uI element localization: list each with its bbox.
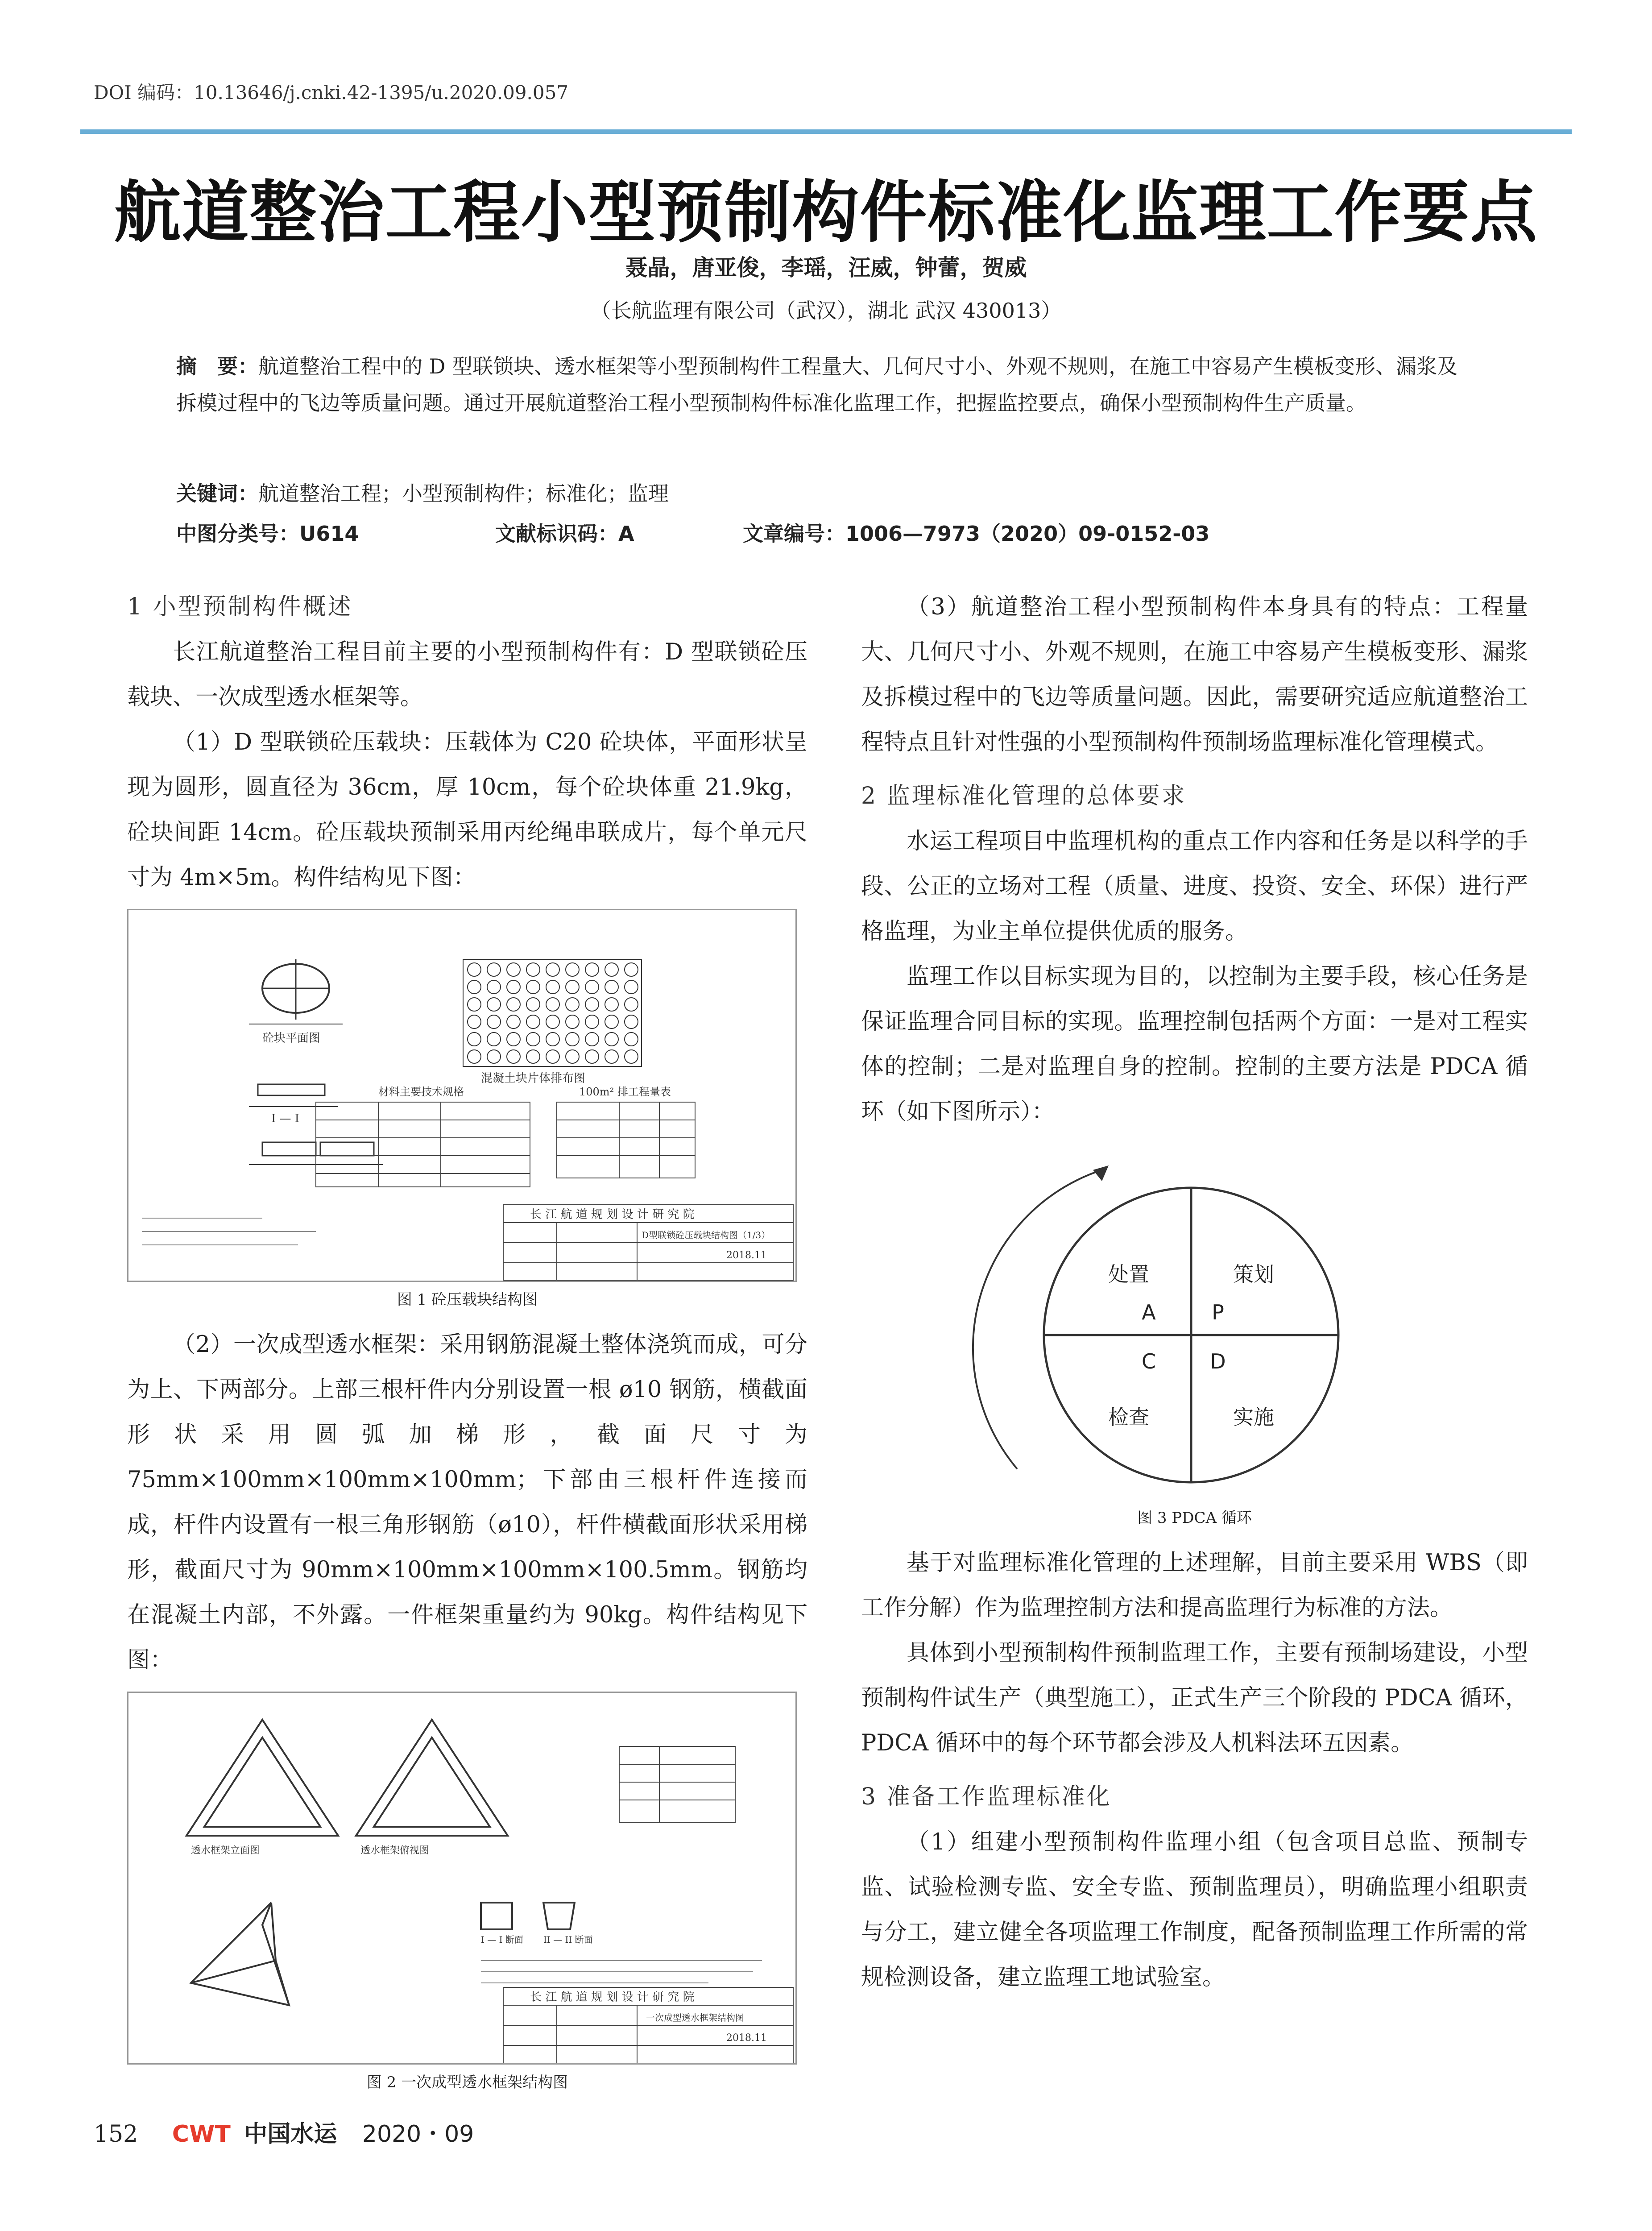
fig1-block bbox=[566, 1015, 579, 1028]
fig1-block bbox=[546, 1050, 559, 1063]
issue-number: 2020・09 bbox=[362, 2121, 474, 2148]
article-number: 文章编号：1006—7973（2020）09-0152-03 bbox=[743, 522, 1210, 546]
fig1-block bbox=[487, 1015, 501, 1028]
figure-1 bbox=[127, 909, 797, 1282]
fig2-section1-label: I — I 断面 bbox=[481, 1934, 523, 1945]
pdca-quadrant-act: 处置 bbox=[1108, 1262, 1149, 1286]
fig1-table2-title: 100m² 排工程量表 bbox=[579, 1086, 671, 1098]
doi-line: DOI 编码：10.13646/j.cnki.42-1395/u.2020.09.057 bbox=[94, 82, 569, 104]
fig1-block bbox=[468, 998, 481, 1011]
fig1-block bbox=[566, 963, 579, 976]
fig1-block bbox=[507, 1033, 520, 1046]
fig1-block bbox=[625, 1050, 638, 1063]
figure-1-drawing bbox=[128, 910, 795, 1281]
journal-name: 中国水运 bbox=[244, 2120, 337, 2148]
pdca-quadrant-do: 实施 bbox=[1233, 1405, 1274, 1429]
figure-1-caption: 图 1 砼压载块结构图 bbox=[397, 1291, 538, 1309]
keywords-label: 关键词： bbox=[176, 481, 258, 506]
paragraph: 长江航道整治工程目前主要的小型预制构件有：D 型联锁砼压载块、一次成型透水框架等。 bbox=[127, 639, 807, 710]
paragraph: （3）航道整治工程小型预制构件本身具有的特点：工程量大、几何尺寸小、外观不规则，在施工中容易产生模板变形、漏浆及拆模过程中的飞边等质量问题。因此，需要研究适应航道整治工程特点且针对性强的小型预制构件预制场监理标准化管理模式。 bbox=[861, 594, 1528, 755]
abstract-label: 摘 要： bbox=[176, 354, 258, 378]
pdca-letter-d: D bbox=[1210, 1349, 1226, 1373]
fig1-block bbox=[566, 980, 579, 994]
pdca-letter-p: P bbox=[1212, 1300, 1224, 1324]
fig1-block bbox=[625, 980, 638, 994]
journal-logo-cwt: CWT bbox=[172, 2121, 231, 2148]
figure-3-pdca bbox=[861, 1148, 1528, 1505]
affiliation: （长航监理有限公司（武汉），湖北 武汉 430013） bbox=[590, 299, 1062, 323]
section-heading-2: 2 监理标准化管理的总体要求 bbox=[861, 783, 1187, 809]
clc-code: 中图分类号：U614 bbox=[176, 522, 359, 546]
fig1-block bbox=[546, 998, 559, 1011]
fig1-block bbox=[605, 1050, 618, 1063]
fig1-block bbox=[468, 1050, 481, 1063]
fig2-view1-label: 透水框架立面图 bbox=[191, 1845, 260, 1856]
fig1-block bbox=[625, 963, 638, 976]
fig1-block bbox=[487, 1050, 501, 1063]
fig1-block bbox=[487, 963, 501, 976]
paragraph: 监理工作以目标实现为目的，以控制为主要手段，核心任务是保证监理合同目标的实现。监理控制包括两个方面：一是对工程实体的控制；二是对监理自身的控制。控制的主要方法是 PDCA 循环（如下图所示）： bbox=[861, 963, 1528, 1125]
author-list: 聂晶，唐亚俊，李瑶，汪威，钟蕾，贺威 bbox=[625, 255, 1027, 281]
figure-3-caption: 图 3 PDCA 循环 bbox=[1137, 1509, 1252, 1527]
fig1-block bbox=[605, 980, 618, 994]
fig1-block bbox=[468, 1033, 481, 1046]
paper-title: 航道整治工程小型预制构件标准化监理工作要点 bbox=[114, 173, 1538, 252]
fig1-section-label: I — I bbox=[271, 1112, 300, 1125]
fig1-drawing-title: D型联锁砼压载块结构图（1/3） bbox=[642, 1230, 770, 1240]
section-heading-3: 3 准备工作监理标准化 bbox=[861, 1783, 1112, 1810]
fig1-block bbox=[605, 998, 618, 1011]
page-number: 152 bbox=[94, 2121, 138, 2148]
fig1-block bbox=[526, 980, 540, 994]
fig1-block bbox=[585, 1033, 599, 1046]
fig1-block bbox=[566, 1033, 579, 1046]
fig1-block bbox=[507, 1015, 520, 1028]
fig1-block bbox=[605, 1015, 618, 1028]
figure-2 bbox=[127, 1692, 797, 2065]
fig1-block bbox=[546, 980, 559, 994]
fig1-block bbox=[585, 998, 599, 1011]
fig1-block bbox=[566, 998, 579, 1011]
fig1-block bbox=[507, 980, 520, 994]
fig2-section2-label: II — II 断面 bbox=[543, 1934, 593, 1945]
fig1-block bbox=[585, 963, 599, 976]
fig2-institute: 长 江 航 道 规 划 设 计 研 究 院 bbox=[530, 1990, 695, 2004]
fig1-block bbox=[566, 1050, 579, 1063]
doc-code: 文献标识码：A bbox=[495, 522, 634, 546]
fig1-block bbox=[507, 963, 520, 976]
fig1-block bbox=[585, 1015, 599, 1028]
paragraph: （2）一次成型透水框架：采用钢筋混凝土整体浇筑而成，可分为上、下两部分。上部三根杆件内分别设置一根 ø10 钢筋，横截面形状采用圆弧加梯形，截面尺寸为 75mm×100mm×100mm×100mm；下部由三根杆件连接而成，杆件内设置有一根三角形钢筋（ø10），杆件横截面形状采用梯形，截面尺寸为 90mm×100mm×100mm×100.5mm。钢筋均在混凝土内部，不外露。一件框架重量约为 90kg。构件结构见下图： bbox=[127, 1331, 807, 1673]
fig1-block bbox=[468, 980, 481, 994]
pdca-letter-a: A bbox=[1142, 1300, 1156, 1324]
fig2-drawing-title: 一次成型透水框架结构图 bbox=[646, 2012, 744, 2023]
fig1-block bbox=[585, 980, 599, 994]
figure-2-caption: 图 2 一次成型透水框架结构图 bbox=[366, 2073, 568, 2091]
fig1-block bbox=[487, 980, 501, 994]
fig2-date: 2018.11 bbox=[726, 2032, 767, 2044]
abstract bbox=[176, 348, 1476, 421]
fig1-block bbox=[546, 1015, 559, 1028]
keywords bbox=[176, 477, 1476, 507]
figure-2-drawing bbox=[128, 1693, 795, 2063]
fig1-block bbox=[526, 1015, 540, 1028]
page-footer bbox=[94, 2115, 474, 2148]
fig1-block bbox=[507, 998, 520, 1011]
keywords-text: 航道整治工程；小型预制构件；标准化；监理 bbox=[258, 481, 669, 506]
pdca-quadrant-check: 检查 bbox=[1108, 1405, 1149, 1429]
paragraph: 基于对监理标准化管理的上述理解，目前主要采用 WBS（即工作分解）作为监理控制方法和提高监理行为标准的方法。 bbox=[861, 1550, 1528, 1621]
pdca-letter-c: C bbox=[1141, 1349, 1156, 1373]
paragraph: （1）D 型联锁砼压载块：压载体为 C20 砼块体，平面形状呈现为圆形，圆直径为 36cm，厚 10cm，每个砼块体重 21.9kg，砼块间距 14cm。砼压载块预制采用丙纶绳串联成片，每个单元尺寸为 4m×5m。构件结构见下图： bbox=[127, 729, 807, 891]
fig1-layout-label: 混凝土块片体排布图 bbox=[481, 1072, 586, 1085]
classification-line bbox=[176, 518, 1476, 547]
fig1-block bbox=[526, 1033, 540, 1046]
fig1-block bbox=[487, 998, 501, 1011]
fig1-block bbox=[605, 1033, 618, 1046]
fig2-view2-label: 透水框架俯视图 bbox=[360, 1845, 430, 1856]
fig1-date: 2018.11 bbox=[726, 1250, 767, 1261]
fig1-block bbox=[625, 998, 638, 1011]
fig1-table1-title: 材料主要技术规格 bbox=[378, 1086, 464, 1098]
paragraph: （1）组建小型预制构件监理小组（包含项目总监、预制专监、试验检测专监、安全专监、预制监理员），明确监理小组职责与分工，建立健全各项监理工作制度，配备预制监理工作所需的常规检测设备，建立监理工地试验室。 bbox=[861, 1829, 1528, 1990]
fig1-block bbox=[546, 963, 559, 976]
fig1-block bbox=[526, 998, 540, 1011]
abstract-text: 航道整治工程中的 D 型联锁块、透水框架等小型预制构件工程量大、几何尺寸小、外观不规则，在施工中容易产生模板变形、漏浆及拆模过程中的飞边等质量问题。通过开展航道整治工程小型预制构件标准化监理工作，把握监控要点，确保小型预制构件生产质量。 bbox=[176, 354, 1458, 415]
fig1-block bbox=[526, 1050, 540, 1063]
header-rule bbox=[80, 129, 1572, 134]
fig1-block bbox=[487, 1033, 501, 1046]
fig1-block bbox=[625, 1033, 638, 1046]
fig1-plan-label: 砼块平面图 bbox=[262, 1032, 321, 1045]
fig1-institute: 长 江 航 道 规 划 设 计 研 究 院 bbox=[530, 1208, 695, 1221]
pdca-quadrant-plan: 策划 bbox=[1233, 1262, 1274, 1286]
fig1-block bbox=[546, 1033, 559, 1046]
paragraph: 具体到小型预制构件预制监理工作，主要有预制场建设，小型预制构件试生产（典型施工），正式生产三个阶段的 PDCA 循环，PDCA 循环中的每个环节都会涉及人机料法环五因素。 bbox=[861, 1640, 1528, 1756]
fig1-block bbox=[625, 1015, 638, 1028]
left-column bbox=[127, 585, 807, 2096]
fig1-block bbox=[585, 1050, 599, 1063]
fig1-block bbox=[605, 963, 618, 976]
fig1-block bbox=[468, 1015, 481, 1028]
right-column bbox=[861, 585, 1528, 2000]
fig1-block bbox=[507, 1050, 520, 1063]
pdca-diagram bbox=[861, 1148, 1528, 1505]
paragraph: 水运工程项目中监理机构的重点工作内容和任务是以科学的手段、公正的立场对工程（质量、进度、投资、安全、环保）进行严格监理，为业主单位提供优质的服务。 bbox=[861, 828, 1528, 945]
fig1-block bbox=[526, 963, 540, 976]
fig1-block bbox=[468, 963, 481, 976]
section-heading-1: 1 小型预制构件概述 bbox=[127, 593, 353, 620]
